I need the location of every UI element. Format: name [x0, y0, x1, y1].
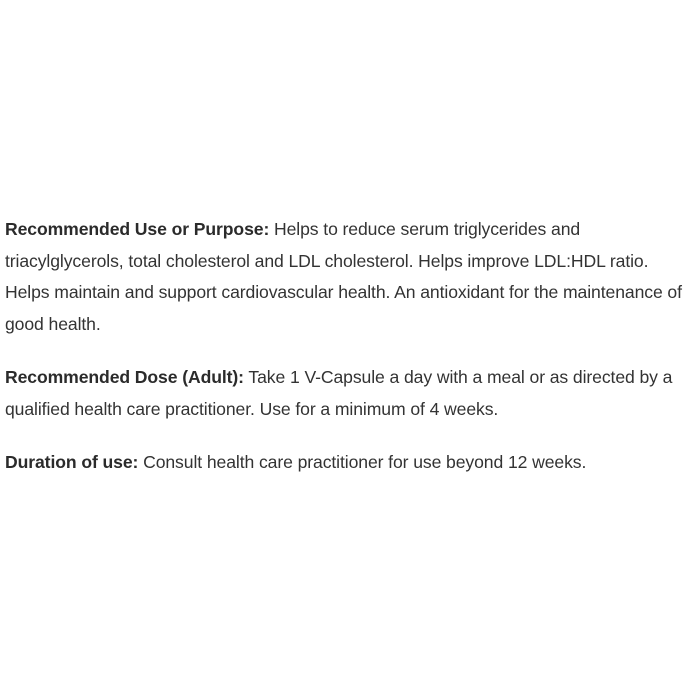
duration-of-use-label: Duration of use:: [5, 452, 139, 472]
recommended-dose-text: Take 1 V-Capsule a day with a meal or as directed by a qualified health care practitioner. Use for a minimum of 4 weeks.: [5, 367, 673, 419]
product-info-text: [5, 214, 695, 501]
recommended-dose-paragraph: [5, 362, 695, 425]
duration-of-use-text: Consult health care practitioner for use beyond 12 weeks.: [138, 452, 587, 472]
recommended-dose-label: Recommended Dose (Adult):: [5, 367, 244, 387]
recommended-use-text: Helps to reduce serum triglycerides and triacylglycerols, total cholesterol and LDL cholesterol. Helps improve LDL:HDL ratio. Helps maintain and support cardiovascular health. An antioxidant for the maintenance of good health.: [5, 219, 682, 334]
duration-of-use-paragraph: [5, 447, 695, 479]
recommended-use-paragraph: [5, 214, 695, 340]
recommended-use-label: Recommended Use or Purpose:: [5, 219, 270, 239]
